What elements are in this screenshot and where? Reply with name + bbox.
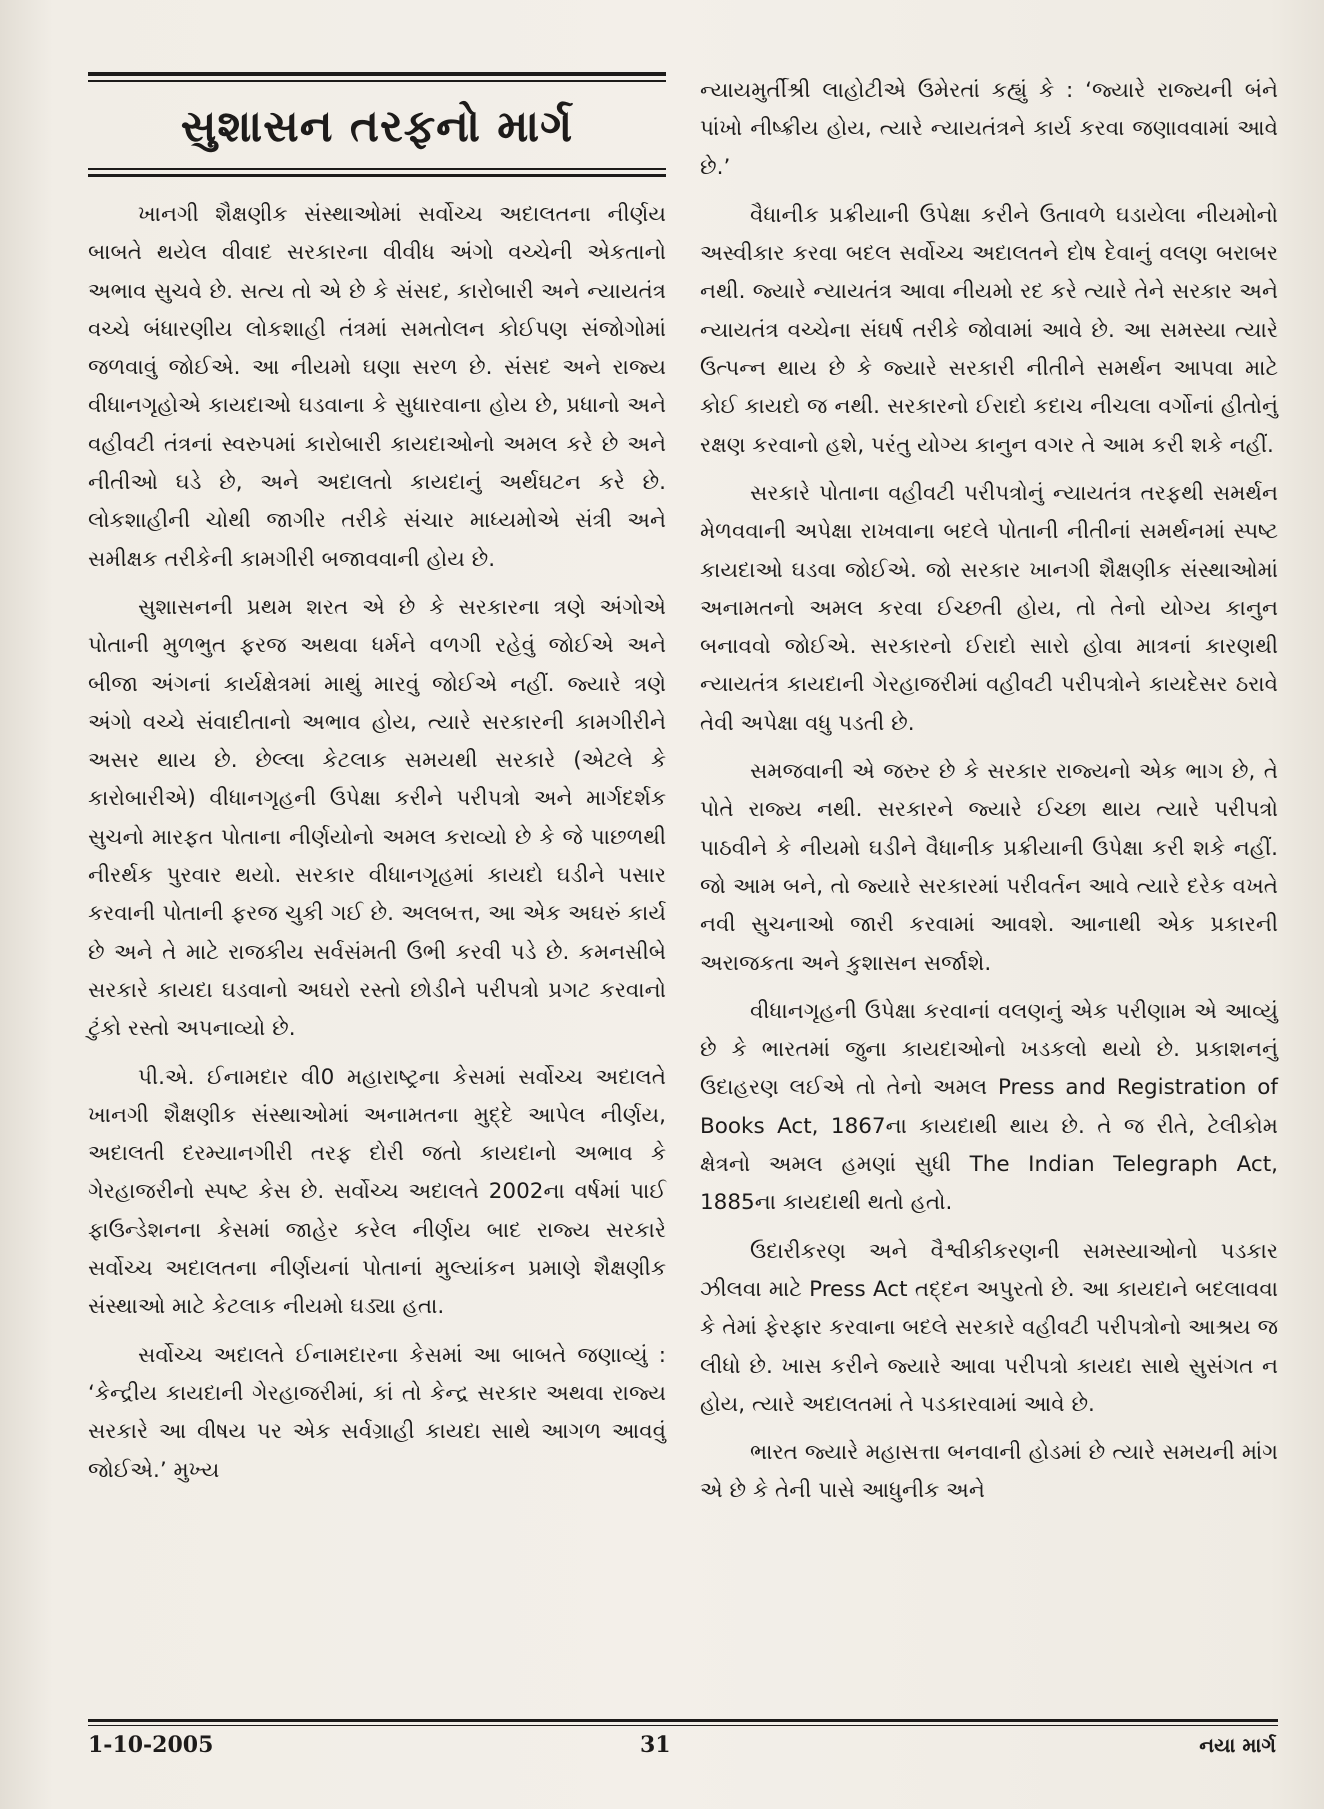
footer-rule-thin [88,1725,1278,1726]
paragraph: સરકારે પોતાના વહીવટી પરીપત્રોનું ન્યાયતંત્ર તરફથી સમર્થન મેળવવાની અપેક્ષા રાખવાના બદલે પોતાની નીતીનાં સમર્થનમાં સ્પષ્ટ કાયદાઓ ઘડવા જોઈએ. જો સરકાર ખાનગી શૈક્ષણીક સંસ્થાઓમાં અનામતનો અમલ કરવા ઈચ્છતી હોય, તો તેનો યોગ્ય કાનુન બનાવવો જોઈએ. સરકારનો ઈરાદો સારો હોવા માત્રનાં કારણથી ન્યાયતંત્ર કાયદાની ગેરહાજરીમાં વહીવટી પરીપત્રોને કાયદેસર ઠરાવે તેવી અપેક્ષા વધુ પડતી છે. [700,480,1278,736]
paragraph: વીધાનગૃહની ઉપેક્ષા કરવાનાં વલણનું એક પરીણામ એ આવ્યું છે કે ભારતમાં જુના કાયદાઓનો ખડકલો થયો છે. પ્રકાશનનું ઉદાહરણ લઈએ તો તેનો અમલ Press and Registration of Books Act, 1867ના કાયદાથી થાય છે. તે જ રીતે, ટેલીકોમ ક્ષેત્રનો અમલ હમણાં સુધી The Indian Telegraph Act, 1885ના કાયદાથી થતો હતો. [700,998,1278,1216]
paragraph: સમજવાની એ જરુર છે કે સરકાર રાજ્યનો એક ભાગ છે, તે પોતે રાજ્ય નથી. સરકારને જ્યારે ઈચ્છા થાય ત્યારે પરીપત્રો પાઠવીને કે નીયમો ઘડીને વૈધાનીક પ્રક્રીયાની ઉપેક્ષા કરી શકે નહીં. જો આમ બને, તો જ્યારે સરકારમાં પરીવર્તન આવે ત્યારે દરેક વખતે નવી સુચનાઓ જારી કરવામાં આવશે. આનાથી એક પ્રકારની અરાજકતા અને કુશાસન સર્જાશે. [700,759,1278,976]
paragraph: ખાનગી શૈક્ષણીક સંસ્થાઓમાં સર્વોચ્ચ અદાલતના નીર્ણય બાબતે થયેલ વીવાદ સરકારના વીવીધ અંગો વચ્ચેની એકતાનો અભાવ સુચવે છે. સત્ય તો એ છે કે સંસદ, કારોબારી અને ન્યાયતંત્ર વચ્ચે બંધારણીય લોકશાહી તંત્રમાં સમતોલન કોઈપણ સંજોગોમાં જળવાવું જોઈએ. આ નીયમો ઘણા સરળ છે. સંસદ અને રાજ્ય વીધાનગૃહોએ કાયદાઓ ઘડવાના કે સુધારવાના હોય છે, પ્રધાનો અને વહીવટી તંત્રનાં સ્વરુપમાં કારોબારી કાયદાઓનો અમલ કરે છે અને નીતીઓ ઘડે છે, અને અદાલતો કાયદાનું અર્થઘટન કરે છે. લોકશાહીની ચોથી જાગીર તરીકે સંચાર માધ્યમોએ સંત્રી અને સમીક્ષક તરીકેની કામગીરી બજાવવાની હોય છે. [88,202,666,572]
paragraph: પી.એ. ઈનામદાર વી0 મહારાષ્ટ્રના કેસમાં સર્વોચ્ચ અદાલતે ખાનગી શૈક્ષણીક સંસ્થાઓમાં અનામતના મુદ્દે આપેલ નીર્ણય, અદાલતી દરમ્યાનગીરી તરફ દોરી જતો કાયદાનો અભાવ કે ગેરહાજરીનો સ્પષ્ટ કેસ છે. સર્વોચ્ચ અદાલતે 2002ના વર્ષમાં પાઈ ફાઉન્ડેશનના કેસમાં જાહેર કરેલ નીર્ણય બાદ રાજ્ય સરકારે સર્વોચ્ચ અદાલતના નીર્ણયનાં પોતાનાં મુલ્યાંકન પ્રમાણે શૈક્ષણીક સંસ્થાઓ માટે કેટલાક નીયમો ઘડ્યા હતા. [88,1064,666,1320]
right-column [700,72,1278,1521]
title-rule-bottom [88,174,666,177]
paragraph: ભારત જ્યારે મહાસત્તા બનવાની હોડમાં છે ત્યારે સમયની માંગ એ છે કે તેની પાસે આધુનીક અને [700,1440,1278,1504]
page-number: 31 [640,1732,671,1758]
paragraph: વૈધાનીક પ્રક્રીયાની ઉપેક્ષા કરીને ઉતાવળે ઘડાયેલા નીયમોનો અસ્વીકાર કરવા બદલ સર્વોચ્ચ અદાલતને દોષ દેવાનું વલણ બરાબર નથી. જ્યારે ન્યાયતંત્ર આવા નીયમો રદ કરે ત્યારે તેને સરકાર અને ન્યાયતંત્ર વચ્ચેના સંઘર્ષ તરીકે જોવામાં આવે છે. આ સમસ્યા ત્યારે ઉત્પન્ન થાય છે કે જ્યારે સરકારી નીતીને સમર્થન આપવા માટે કોઈ કાયદો જ નથી. સરકારનો ઈરાદો કદાચ નીચલા વર્ગોનાં હીતોનું રક્ષણ કરવાનો હશે, પરંતુ યોગ્ય કાનુન વગર તે આમ કરી શકે નહીં. [700,202,1278,458]
footer-rule [88,1719,1278,1722]
magazine-name: નયા માર્ગ [1199,1733,1276,1757]
title-rule-top-thin [88,80,666,82]
article-title: સુશાસન તરફનો માર્ગ [180,101,574,152]
title-rule-top [88,72,666,76]
paragraph: સુશાસનની પ્રથમ શરત એ છે કે સરકારના ત્રણે અંગોએ પોતાની મુળભુત ફરજ અથવા ધર્મને વળગી રહેવું જોઈએ અને બીજા અંગનાં કાર્યક્ષેત્રમાં માથું મારવું જોઈએ નહીં. જ્યારે ત્રણે અંગો વચ્ચે સંવાદીતાનો અભાવ હોય, ત્યારે સરકારની કામગીરીને અસર થાય છે. છેલ્લા કેટલાક સમયથી સરકારે (એટલે કે કારોબારીએ) વીધાનગૃહની ઉપેક્ષા કરીને પરીપત્રો અને માર્ગદર્શક સુચનો મારફત પોતાના નીર્ણયોનો અમલ કરાવ્યો છે કે જે પાછળથી નીરર્થક પુરવાર થયો. સરકાર વીધાનગૃહમાં કાયદો ઘડીને પસાર કરવાની પોતાની ફરજ ચુકી ગઈ છે. અલબત્ત, આ એક અઘરું કાર્ય છે અને તે માટે રાજકીય સર્વસંમતી ઉભી કરવી પડે છે. કમનસીબે સરકારે કાયદા ઘડવાનો અઘરો રસ્તો છોડીને પરીપત્રો પ્રગટ કરવાનો ટુંકો રસ્તો અપનાવ્યો છે. [88,594,666,1042]
paragraph: સર્વોચ્ચ અદાલતે ઈનામદારના કેસમાં આ બાબતે જણાવ્યું : ‘કેન્દ્રીય કાયદાની ગેરહાજરીમાં, કાં તો કેન્દ્ર સરકાર અથવા રાજ્ય સરકારે આ વીષય પર એક સર્વગ્રાહી કાયદા સાથે આગળ આવવું જોઈએ.’ મુખ્ય [88,1342,666,1483]
title-block [88,62,666,178]
left-column [88,62,666,1500]
title-rule-bottom-thin [88,168,666,170]
paragraph-continued: ન્યાયમુર્તીશ્રી લાહોટીએ ઉમેરતાં કહ્યું કે : ‘જ્યારે રાજ્યની બંને પાંખો નીષ્ક્રીય હોય, ત્યારે ન્યાયતંત્રને કાર્ય કરવા જણાવવામાં આવે છે.’ [700,78,1278,180]
footer-date: 1-10-2005 [88,1732,214,1758]
paragraph: ઉદારીકરણ અને વૈશ્વીકીકરણની સમસ્યાઓનો પડકાર ઝીલવા માટે Press Act તદ્દન અપુરતો છે. આ કાયદાને બદલાવવા કે તેમાં ફેરફાર કરવાના બદલે સરકારે વહીવટી પરીપત્રોનો આશ્રય જ લીધો છે. ખાસ કરીને જ્યારે આવા પરીપત્રો કાયદા સાથે સુસંગત ન હોય, ત્યારે અદાલતમાં તે પડકારવામાં આવે છે. [700,1238,1278,1417]
